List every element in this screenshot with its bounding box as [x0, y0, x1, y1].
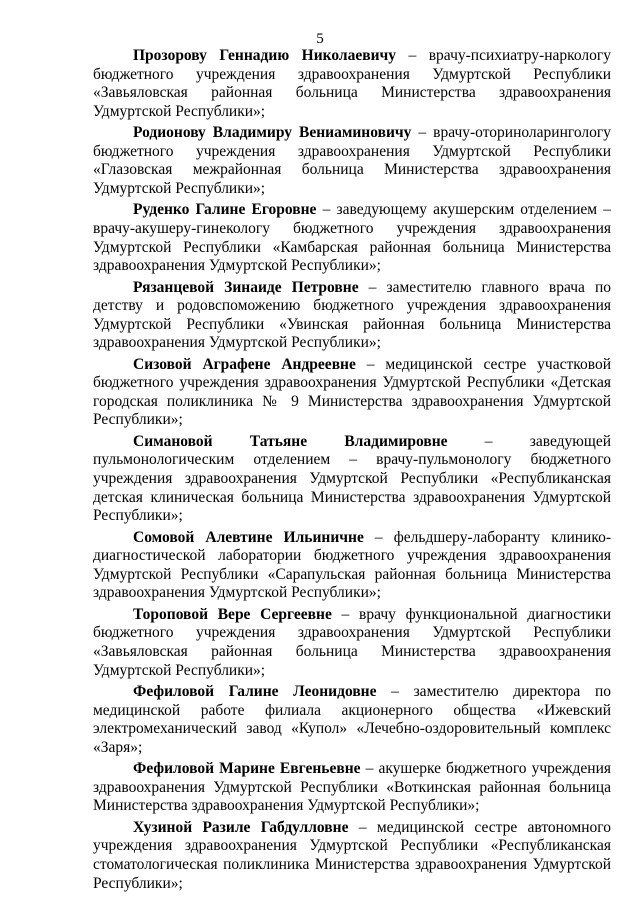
recipient-position: – медицинской сестре участковой бюджетного учреждения здравоохранения Удмуртской Республики «Детская городская поликлиника № 9 Министерства здравоохранения Удмуртской Республики»;	[93, 355, 611, 429]
award-entry-6	[93, 433, 611, 526]
award-entry-7	[93, 529, 611, 603]
recipient-position: – заведующей пульмонологическим отделением – врачу-пульмонологу бюджетного учреждения здравоохранения Удмуртской Республики «Республиканская детская клиническая больница Министерства здравоохранения Удмуртской Республики»;	[93, 432, 611, 525]
recipient-position: – фельдшеру-лаборанту клинико-диагностической лаборатории бюджетного учреждения здравоохранения Удмуртской Республики «Сарапульская районная больница Министерства здравоохранения Удмуртской Республики»;	[93, 528, 612, 602]
recipient-position: – заместителю директора по медицинской работе филиала акционерного общества «Ижевский электромеханический завод «Купол» «Лечебно-оздоровительный комплекс «Заря»;	[93, 682, 611, 756]
award-entry-8	[93, 606, 611, 680]
award-entry-11	[93, 819, 611, 893]
recipient-position: – врачу-оториноларингологу бюджетного учреждения здравоохранения Удмуртской Республики «Глазовская межрайонная больница Министерства здравоохранения Удмуртской Республики»;	[93, 124, 611, 197]
recipient-position: – акушерке бюджетного учреждения здравоохранения Удмуртской Республики «Воткинская районная больница Министерства здравоохранения Удмуртской Республики»;	[93, 760, 611, 815]
recipient-name: Хузиной Разиле Габдулловне	[133, 818, 349, 836]
award-entry-5	[93, 356, 611, 430]
award-entry-10	[93, 760, 611, 816]
award-entry-3	[93, 201, 611, 275]
recipient-name: Сизовой Аграфене Андреевне	[133, 355, 356, 373]
recipient-name: Фефиловой Марине Евгеньевне	[133, 760, 361, 778]
award-entry-4	[93, 279, 611, 353]
award-entry-9	[93, 683, 611, 757]
recipient-name: Прозорову Геннадию Николаевичу	[133, 47, 397, 64]
recipient-position: – медицинской сестре автономного учреждения здравоохранения Удмуртской Республики «Республиканская стоматологическая поликлиника Министерства здравоохранения Удмуртской Республики»;	[93, 818, 611, 892]
recipient-name: Рязанцевой Зинаиде Петровне	[133, 278, 359, 296]
recipient-name: Сомовой Алевтине Ильиничне	[133, 528, 364, 546]
recipient-name: Симановой Татьяне Владимировне	[133, 432, 448, 450]
document-body	[93, 47, 611, 896]
recipient-position: – заведующему акушерским отделением – врачу-акушеру-гинекологу бюджетного учреждения здравоохранения Удмуртской Республики «Камбарская районная больница Министерства здравоохранения Удмуртской Республики»;	[93, 201, 611, 275]
recipient-name: Руденко Галине Егоровне	[133, 201, 317, 219]
award-entry-2	[93, 124, 611, 198]
recipient-name: Фефиловой Галине Леонидовне	[133, 682, 377, 700]
page-number: 5	[316, 31, 324, 47]
award-entry-1	[93, 47, 611, 121]
recipient-name: Тороповой Вере Сергеевне	[133, 605, 332, 623]
recipient-name: Родионову Владимиру Вениаминовичу	[133, 124, 412, 142]
recipient-position: – заместителю главного врача по детству и родовспоможению бюджетного учреждения здравоохранения Удмуртской Республики «Увинская районная больница Министерства здравоохранения Удмуртской Республики»;	[93, 278, 612, 352]
recipient-position: – врачу-психиатру-наркологу бюджетного учреждения здравоохранения Удмуртской Республики «Завьяловская районная больница Министерства здравоохранения Удмуртской Республики»;	[93, 47, 611, 120]
recipient-position: – врачу функциональной диагностики бюджетного учреждения здравоохранения Удмуртской Республики «Завьяловская районная больница Министерства здравоохранения Удмуртской Республики»;	[93, 605, 611, 679]
